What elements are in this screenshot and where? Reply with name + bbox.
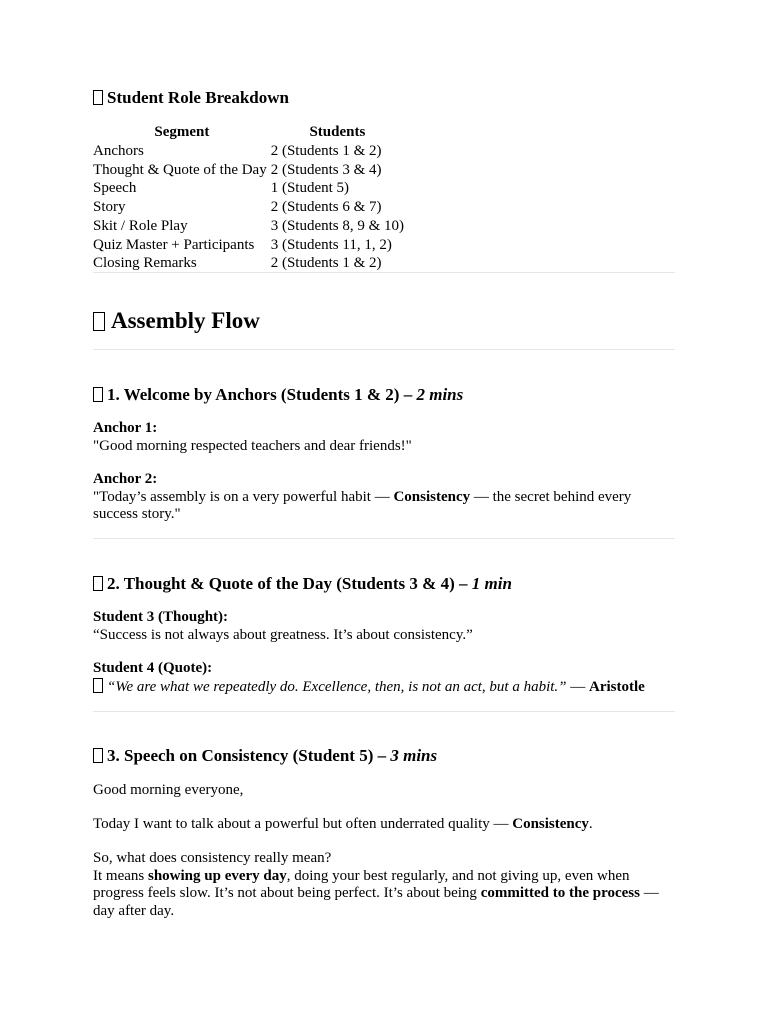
quote-author: Aristotle: [589, 678, 645, 695]
segment-cell: Quiz Master + Participants: [93, 236, 255, 253]
quote-block: [93, 660, 675, 696]
section-3-heading: [93, 746, 437, 766]
section-2-duration: 1 min: [471, 574, 512, 593]
speech-intro-end: .: [588, 816, 593, 832]
table-header-row: [93, 123, 404, 142]
table-row: [93, 161, 404, 180]
anchor-1-label: Anchor 1:: [93, 420, 158, 436]
divider: [93, 272, 675, 273]
table-row: [93, 217, 404, 236]
anchor-1-text: "Good morning respected teachers and dear friends!": [93, 437, 412, 454]
role-table: [93, 123, 404, 273]
anchor-2-text: [93, 489, 675, 524]
speech-explanation-emphasis: showing up every day: [147, 867, 287, 884]
missing-glyph-icon: [93, 748, 103, 763]
thought-label: Student 3 (Thought):: [93, 609, 229, 625]
col-header-students: Students: [309, 124, 366, 140]
section-2-heading: [93, 574, 512, 594]
anchor-1-block: [93, 420, 675, 455]
missing-glyph-icon: [93, 312, 105, 331]
students-cell: 2 (Students 6 & 7): [270, 199, 382, 216]
section-1-duration: 2 mins: [416, 385, 464, 404]
assembly-flow-title: Assembly Flow: [111, 308, 260, 333]
section-1-title: 1. Welcome by Anchors (Students 1 & 2) –: [107, 385, 417, 404]
quote-line: [93, 678, 675, 697]
missing-glyph-icon: [93, 576, 103, 591]
divider: [93, 538, 675, 539]
segment-cell: Anchors: [93, 143, 144, 159]
segment-cell: Closing Remarks: [93, 255, 197, 272]
quote-label: Student 4 (Quote):: [93, 660, 213, 676]
speech-explanation-part: , doing your best regularly, and not giving up, even when progress feels slow. It’s not about being perfect. It’s about being: [93, 867, 630, 901]
missing-glyph-icon: [93, 387, 103, 402]
speech-explanation-part: — day after day.: [93, 885, 659, 919]
speech-paragraph-3: [93, 850, 675, 920]
section-3-title: 3. Speech on Consistency (Student 5) –: [107, 746, 391, 765]
section-3-duration: 3 mins: [390, 746, 438, 765]
segment-cell: Skit / Role Play: [93, 217, 188, 234]
thought-block: [93, 609, 675, 644]
anchor-2-label: Anchor 2:: [93, 471, 158, 487]
table-row: [93, 236, 404, 255]
students-cell: 3 (Students 8, 9 & 10): [270, 217, 405, 234]
speech-intro-emphasis: Consistency: [512, 816, 589, 832]
students-cell: 2 (Students 1 & 2): [270, 143, 382, 159]
table-row: [93, 254, 404, 273]
missing-glyph-icon: [93, 678, 103, 693]
speech-explanation: [93, 868, 675, 921]
role-breakdown-title: Student Role Breakdown: [107, 88, 289, 107]
divider: [93, 711, 675, 712]
students-cell: 2 (Students 3 & 4): [270, 161, 382, 178]
section-1-heading: [93, 385, 463, 405]
segment-cell: Thought & Quote of the Day: [93, 161, 267, 178]
col-header-segment: Segment: [154, 124, 210, 140]
divider: [93, 349, 675, 350]
speech-intro: [93, 816, 675, 834]
speech-paragraph-2: [93, 816, 675, 834]
anchor-2-emphasis: Consistency: [393, 488, 471, 505]
speech-greeting: Good morning everyone,: [93, 782, 244, 798]
speech-question: So, what does consistency really mean?: [93, 850, 332, 866]
missing-glyph-icon: [93, 90, 103, 105]
segment-cell: Story: [93, 199, 126, 216]
table-row: [93, 142, 404, 161]
anchor-2-block: [93, 471, 675, 524]
speech-explanation-emphasis: committed to the process: [480, 885, 640, 901]
students-cell: 2 (Students 1 & 2): [270, 255, 382, 272]
students-cell: 3 (Students 11, 1, 2): [270, 236, 392, 253]
thought-text: “Success is not always about greatness. It’s about consistency.”: [93, 626, 473, 643]
speech-intro-start: Today I want to talk about a powerful but often underrated quality —: [93, 816, 513, 832]
speech-explanation-part: It means: [93, 867, 148, 884]
segment-cell: Speech: [93, 180, 137, 197]
speech-paragraph-1: [93, 782, 675, 800]
role-breakdown-heading: [93, 88, 289, 108]
anchor-2-text-start: "Today’s assembly is on a very powerful habit —: [93, 488, 394, 505]
table-row: [93, 198, 404, 217]
assembly-flow-heading: [93, 308, 260, 334]
quote-separator: —: [566, 678, 589, 695]
quote-text: “We are what we repeatedly do. Excellence, then, is not an act, but a habit.”: [107, 678, 567, 695]
table-row: [93, 179, 404, 198]
section-2-title: 2. Thought & Quote of the Day (Students 3 & 4) –: [107, 574, 472, 593]
students-cell: 1 (Student 5): [270, 180, 350, 197]
anchor-2-text-end: — the secret behind every success story.": [93, 488, 632, 522]
